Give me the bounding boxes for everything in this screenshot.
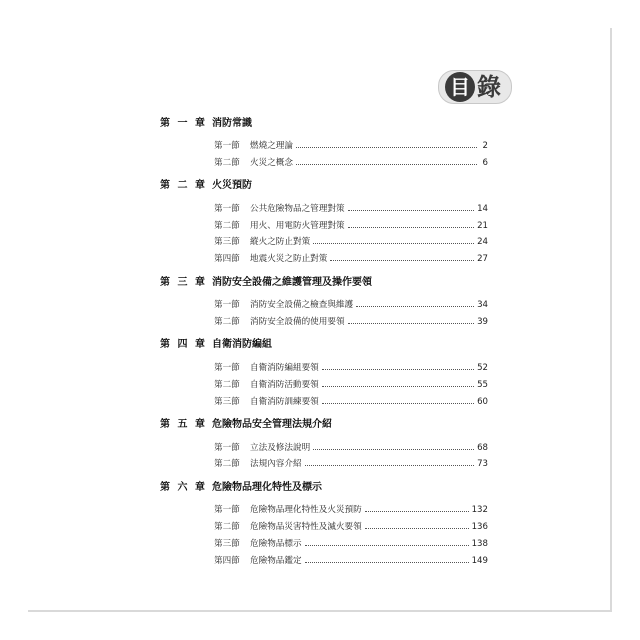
section-page-number: 24 <box>477 237 488 248</box>
section-entry <box>214 152 488 168</box>
chapter-heading <box>160 476 488 494</box>
section-number: 第一節 <box>214 505 240 516</box>
section-title: 危險物品理化特性及火災預防 <box>250 505 362 516</box>
chapter-heading <box>160 414 488 432</box>
chapter-label: 第 二 章 <box>160 180 207 192</box>
section-number: 第三節 <box>214 237 240 248</box>
section-page-number: 55 <box>477 379 488 390</box>
section-page-number: 68 <box>477 442 488 453</box>
section-title: 自衛消防活動要領 <box>250 379 319 390</box>
section-title: 消防安全設備的使用要領 <box>250 316 345 327</box>
section-entry <box>214 453 488 469</box>
section-number: 第二節 <box>214 316 240 327</box>
table-of-contents <box>160 112 488 573</box>
section-number: 第二節 <box>214 157 240 168</box>
section-page-number: 2 <box>482 141 488 151</box>
dot-leader <box>296 147 477 148</box>
section-page-number: 73 <box>477 459 488 470</box>
section-title: 燃燒之理論 <box>250 141 293 151</box>
section-entry <box>214 198 488 214</box>
section-title: 危險物品標示 <box>250 538 302 549</box>
section-number: 第三節 <box>214 396 240 407</box>
dot-leader <box>313 449 474 450</box>
section-page-number: 6 <box>482 157 488 168</box>
chapter-heading <box>160 271 488 289</box>
dot-leader <box>313 243 474 244</box>
section-number: 第一節 <box>214 300 240 311</box>
dot-leader <box>322 369 474 370</box>
chapter-title: 危險物品安全管理法規介紹 <box>212 419 332 431</box>
section-page-number: 138 <box>471 538 488 549</box>
dot-leader <box>322 386 474 387</box>
dot-leader <box>330 260 474 261</box>
section-title: 危險物品災害特性及滅火要領 <box>250 522 362 533</box>
section-page-number: 34 <box>477 300 488 311</box>
toc-heading-char-2: 錄 <box>477 73 501 101</box>
section-entry <box>214 391 488 407</box>
section-entry <box>214 215 488 231</box>
section-entry <box>214 357 488 373</box>
section-page-number: 52 <box>477 362 488 373</box>
section-number: 第一節 <box>214 442 240 453</box>
chapter-label: 第 六 章 <box>160 481 207 493</box>
dot-leader <box>365 511 469 512</box>
dot-leader <box>348 227 475 228</box>
section-entry <box>214 533 488 549</box>
section-title: 用火、用電防火管理對策 <box>250 220 345 231</box>
chapter-label: 第 一 章 <box>160 117 207 129</box>
section-title: 地震火災之防止對策 <box>250 254 328 265</box>
section-title: 立法及修法說明 <box>250 442 311 453</box>
section-page-number: 39 <box>477 316 488 327</box>
section-list <box>160 437 488 470</box>
section-number: 第二節 <box>214 220 240 231</box>
section-entry <box>214 374 488 390</box>
section-title: 縱火之防止對策 <box>250 237 311 248</box>
dot-leader <box>348 323 475 324</box>
section-number: 第二節 <box>214 522 240 533</box>
chapter-heading <box>160 175 488 193</box>
section-number: 第一節 <box>214 203 240 214</box>
section-entry <box>214 135 488 151</box>
section-page-number: 132 <box>471 505 488 516</box>
dot-leader <box>296 164 477 165</box>
section-entry <box>214 516 488 532</box>
section-entry <box>214 294 488 310</box>
chapter-label: 第 五 章 <box>160 419 207 431</box>
section-number: 第四節 <box>214 254 240 265</box>
section-list <box>160 499 488 565</box>
section-number: 第三節 <box>214 538 240 549</box>
section-page-number: 149 <box>471 555 488 566</box>
section-page-number: 14 <box>477 203 488 214</box>
section-title: 自衛消防編組要領 <box>250 362 319 373</box>
dot-leader <box>322 403 474 404</box>
section-list <box>160 357 488 407</box>
section-list <box>160 294 488 327</box>
dot-leader <box>356 306 474 307</box>
toc-heading <box>438 70 512 104</box>
section-number: 第二節 <box>214 379 240 390</box>
section-list <box>160 135 488 168</box>
toc-heading-badge <box>438 70 512 104</box>
section-number: 第一節 <box>214 362 240 373</box>
section-number: 第四節 <box>214 555 240 566</box>
section-entry <box>214 437 488 453</box>
section-list <box>160 198 488 264</box>
chapter-heading <box>160 334 488 352</box>
dot-leader <box>305 545 469 546</box>
section-title: 火災之概念 <box>250 157 293 168</box>
dot-leader <box>365 528 469 529</box>
section-number: 第一節 <box>214 141 240 151</box>
chapter-heading <box>160 112 488 130</box>
section-page-number: 60 <box>477 396 488 407</box>
chapter-label: 第 三 章 <box>160 276 207 288</box>
section-entry <box>214 499 488 515</box>
section-title: 法規內容介紹 <box>250 459 302 470</box>
section-title: 消防安全設備之檢查與維護 <box>250 300 354 311</box>
section-number: 第二節 <box>214 459 240 470</box>
dot-leader <box>305 465 474 466</box>
dot-leader <box>348 210 475 211</box>
chapter-title: 火災預防 <box>212 180 252 192</box>
chapter-label: 第 四 章 <box>160 339 207 351</box>
chapter-title: 危險物品理化特性及標示 <box>212 481 322 493</box>
chapter-title: 消防安全設備之維護管理及操作要領 <box>212 276 372 288</box>
section-title: 公共危險物品之管理對策 <box>250 203 345 214</box>
section-title: 自衛消防訓練要領 <box>250 396 319 407</box>
section-entry <box>214 550 488 566</box>
dot-leader <box>305 562 469 563</box>
section-page-number: 21 <box>477 220 488 231</box>
chapter-title: 消防常識 <box>212 117 252 129</box>
section-title: 危險物品鑑定 <box>250 555 302 566</box>
section-page-number: 136 <box>471 522 488 533</box>
toc-heading-char-1: 目 <box>445 72 475 102</box>
section-entry <box>214 311 488 327</box>
section-entry <box>214 248 488 264</box>
section-page-number: 27 <box>477 254 488 265</box>
chapter-title: 自衛消防編組 <box>212 339 272 351</box>
section-entry <box>214 231 488 247</box>
